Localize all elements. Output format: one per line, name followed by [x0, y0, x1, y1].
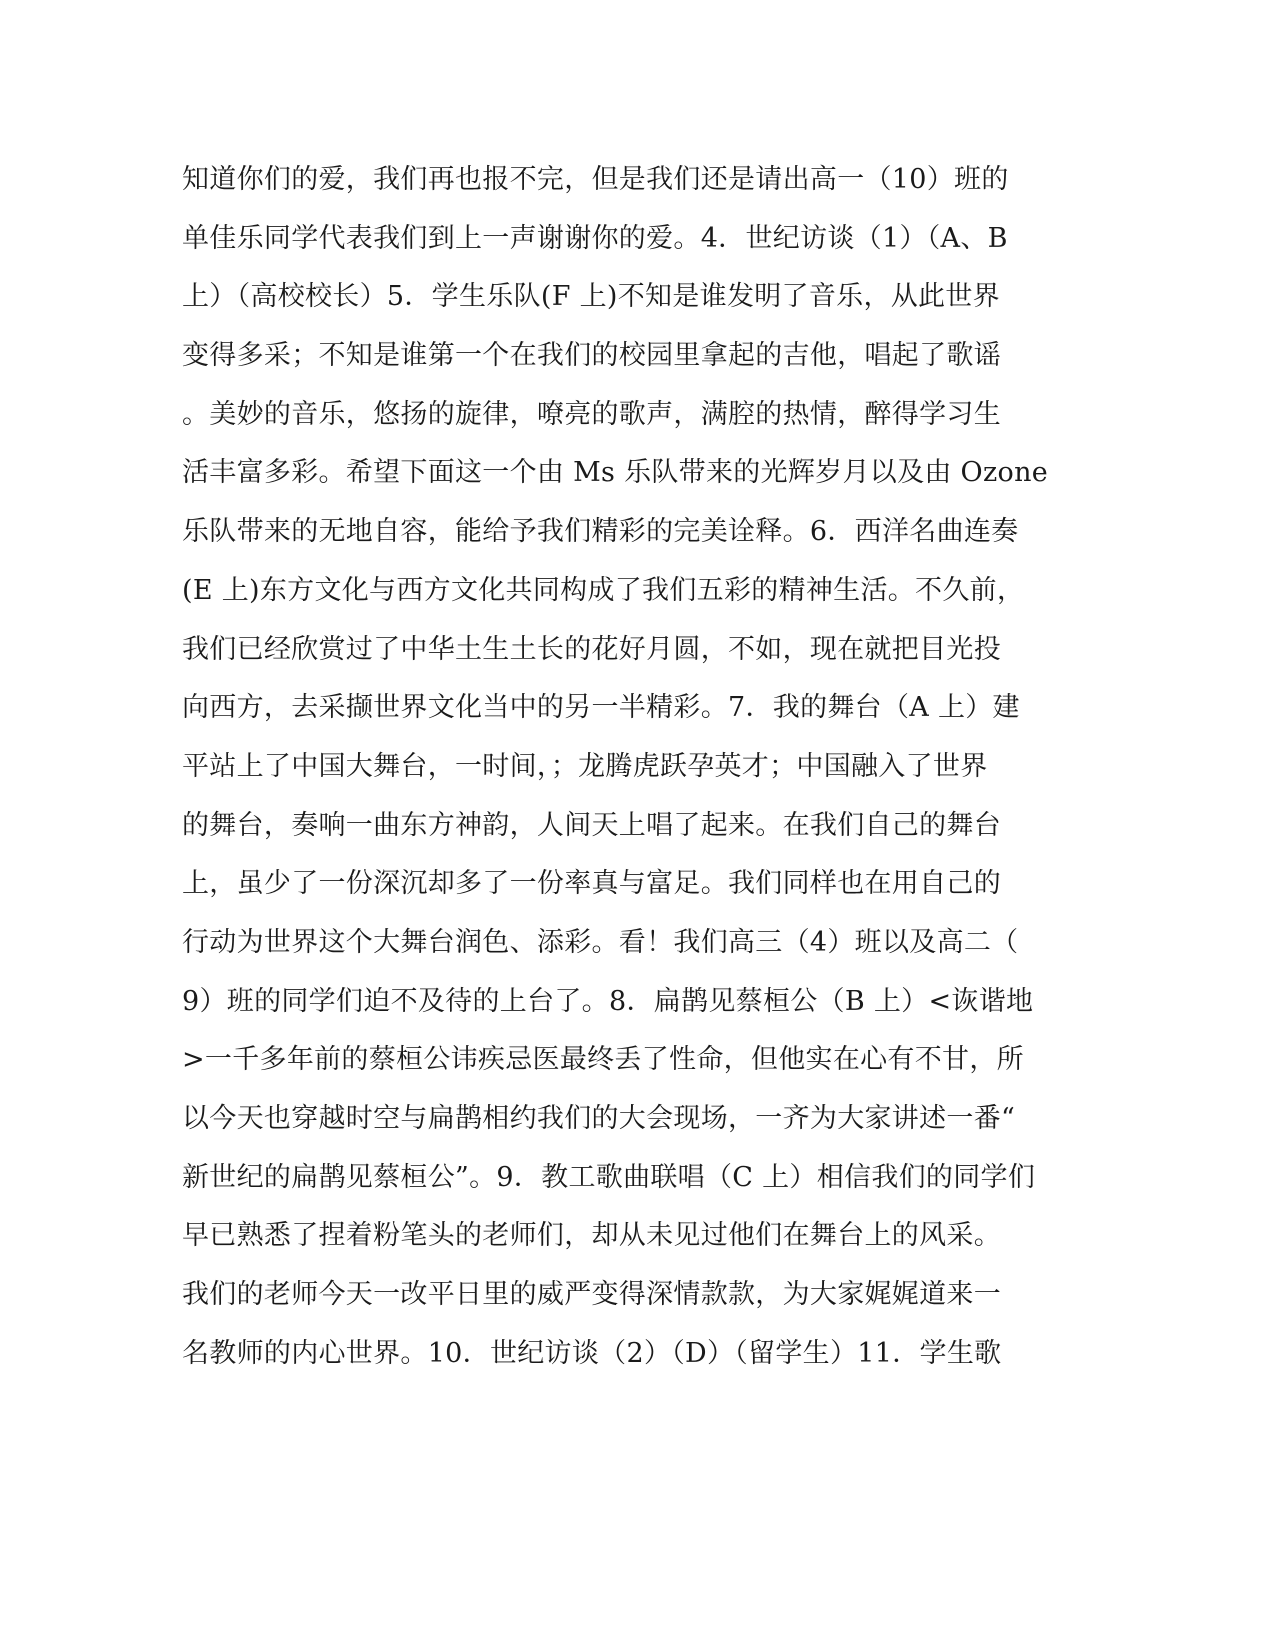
text-line: 活丰富多彩。希望下面这一个由 Ms 乐队带来的光辉岁月以及由 Ozone — [182, 457, 1049, 489]
text-line: 知道你们的爱，我们再也报不完，但是我们还是请出高一（10）班的 — [182, 164, 1009, 195]
text-line: 我们已经欣赏过了中华土生土长的花好月圆，不如，现在就把目光投 — [182, 633, 1001, 665]
text-line: 新世纪的扁鹊见蔡桓公”。9．教工歌曲联唱（C 上）相信我们的同学们 — [182, 1161, 1036, 1193]
text-line: 单佳乐同学代表我们到上一声谢谢你的爱。4．世纪访谈（1）（A、B — [182, 222, 1008, 254]
text-line: 行动为世界这个大舞台润色、添彩。看！我们高三（4）班以及高二（ — [182, 926, 1019, 958]
body-text — [182, 160, 1062, 1392]
text-line: 平站上了中国大舞台，一时间，；龙腾虎跃孕英才；中国融入了世界 — [182, 750, 988, 782]
text-line: 。美妙的音乐，悠扬的旋律，嘹亮的歌声，满腔的热情，醉得学习生 — [182, 398, 1001, 430]
text-line: 变得多采；不知是谁第一个在我们的校园里拿起的吉他，唱起了歌谣 — [182, 340, 1001, 372]
text-line: 向西方，去采撷世界文化当中的另一半精彩。7．我的舞台（A 上）建 — [182, 692, 1020, 724]
text-line: (E 上)东方文化与西方文化共同构成了我们五彩的精神生活。不久前， — [182, 574, 1025, 606]
text-line: 乐队带来的无地自容，能给予我们精彩的完美诠释。6．西洋名曲连奏 — [182, 516, 1019, 548]
text-line: 早已熟悉了捏着粉笔头的老师们，却从未见过他们在舞台上的风采。 — [182, 1220, 1001, 1252]
text-line: 以今天也穿越时空与扁鹊相约我们的大会现场，一齐为大家讲述一番“ — [182, 1103, 1016, 1134]
text-line: 我们的老师今天一改平日里的威严变得深情款款，为大家娓娓道来一 — [182, 1279, 1001, 1311]
text-line: 9）班的同学们迫不及待的上台了。8．扁鹊见蔡桓公（B 上）<诙谐地 — [182, 985, 1034, 1017]
text-line: 上，虽少了一份深沉却多了一份率真与富足。我们同样也在用自己的 — [182, 868, 1001, 900]
text-line: 的舞台，奏响一曲东方神韵，人间天上唱了起来。在我们自己的舞台 — [182, 809, 1001, 841]
text-line: >一千多年前的蔡桓公讳疾忌医最终丢了性命，但他实在心有不甘，所 — [182, 1044, 1024, 1076]
text-line: 名教师的内心世界。10．世纪访谈（2）（D）（留学生）11．学生歌 — [182, 1337, 1002, 1369]
text-line: 上）（高校校长）5．学生乐队(F 上)不知是谁发明了音乐，从此世界 — [182, 281, 1000, 313]
